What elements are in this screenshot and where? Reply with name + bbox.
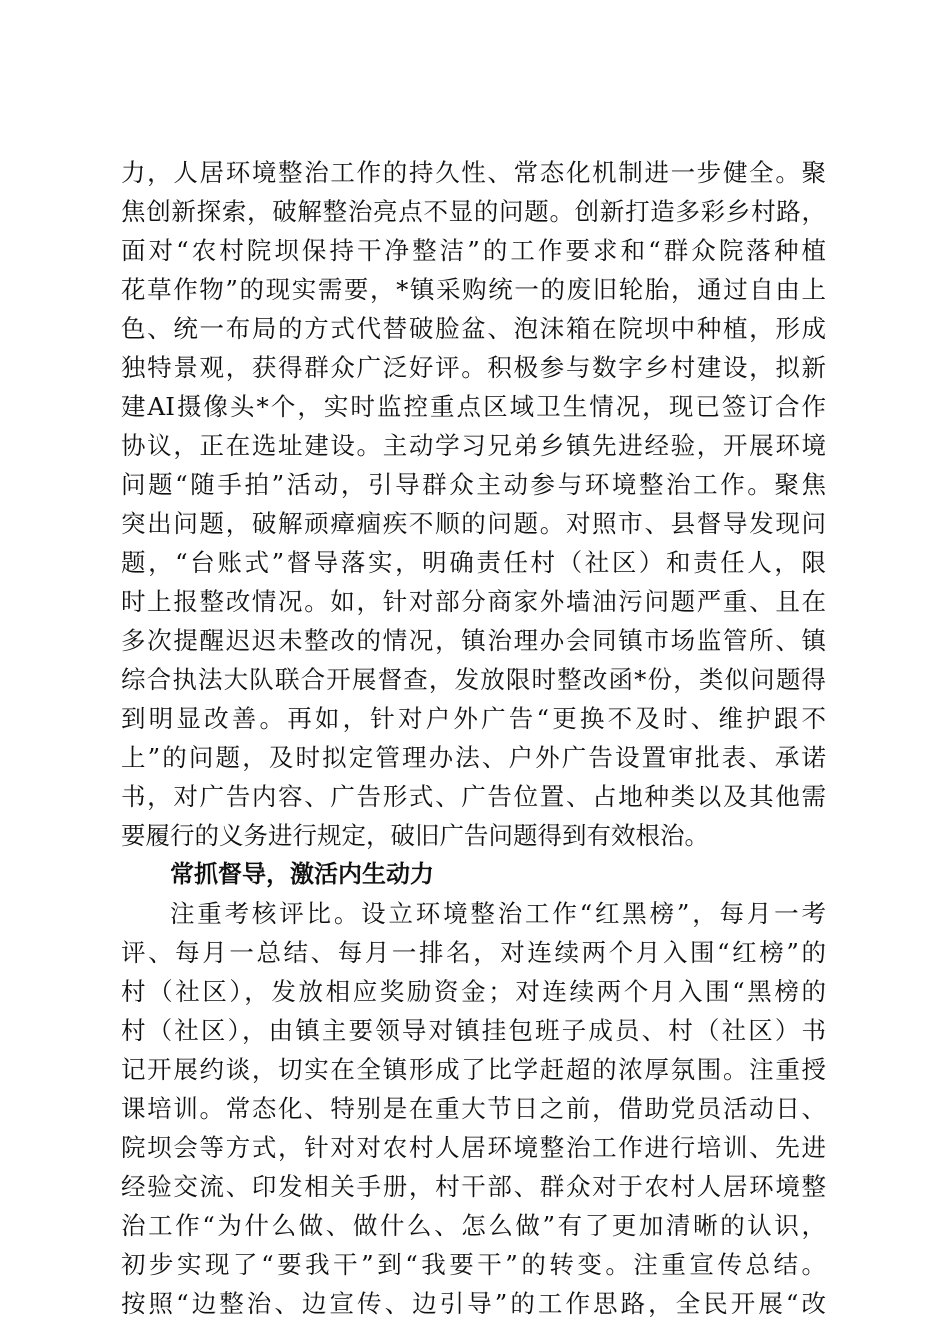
text-line: 注重考核评比。设立环境整治工作“红黑榜”，每月一考 (170, 899, 826, 928)
text-line: 时上报整改情况。如，针对部分商家外墙油污问题严重、且在 (121, 587, 826, 616)
text-line: 初步实现了“要我干”到“我要干”的转变。注重宣传总结。 (121, 1250, 826, 1279)
text-line: 院坝会等方式，针对对农村人居环境整治工作进行培训、先进 (121, 1133, 826, 1162)
text-line: 突出问题，破解顽瘴痼疾不顺的问题。对照市、县督导发现问 (121, 509, 826, 538)
text-line: 色、统一布局的方式代替破脸盆、泡沫箱在院坝中种植，形成 (121, 314, 826, 343)
text-line: 力，人居环境整治工作的持久性、常态化机制进一步健全。聚 (121, 158, 826, 187)
text-line: 要履行的义务进行规定，破旧广告问题得到有效根治。 (121, 821, 709, 850)
text-line: 课培训。常态化、特别是在重大节日之前，借助党员活动日、 (121, 1094, 826, 1123)
text-line: 建AI摄像头*个，实时监控重点区域卫生情况，现已签订合作 (121, 392, 826, 421)
text-line: 花草作物”的现实需要，*镇采购统一的废旧轮胎，通过自由上 (121, 275, 826, 304)
text-line: 评、每月一总结、每月一排名，对连续两个月入围“红榜”的 (121, 938, 826, 967)
paragraph-environment-innovation (121, 153, 826, 1323)
text-line: 焦创新探索，破解整治亮点不显的问题。创新打造多彩乡村路， (121, 197, 826, 226)
text-line: 独特景观，获得群众广泛好评。积极参与数字乡村建设，拟新 (121, 353, 826, 382)
text-line: 书，对广告内容、广告形式、广告位置、占地种类以及其他需 (121, 782, 826, 811)
text-line: 上”的问题，及时拟定管理办法、户外广告设置审批表、承诺 (121, 743, 826, 772)
section-heading: 常抓督导，激活内生动力 (170, 860, 434, 888)
text-line: 协议，正在选址建设。主动学习兄弟乡镇先进经验，开展环境 (121, 431, 826, 460)
text-line: 记开展约谈，切实在全镇形成了比学赶超的浓厚氛围。注重授 (121, 1055, 826, 1084)
text-line: 村（社区），由镇主要领导对镇挂包班子成员、村（社区）书 (121, 1016, 826, 1045)
text-line: 综合执法大队联合开展督查，发放限时整改函*份，类似问题得 (121, 665, 826, 694)
text-line: 按照“边整治、边宣传、边引导”的工作思路，全民开展“改 (121, 1289, 826, 1318)
text-line: 面对“农村院坝保持干净整洁”的工作要求和“群众院落种植 (121, 236, 826, 265)
text-line: 题，“台账式”督导落实，明确责任村（社区）和责任人，限 (121, 548, 826, 577)
text-line: 到明显改善。再如，针对户外广告“更换不及时、维护跟不 (121, 704, 826, 733)
text-line: 村（社区），发放相应奖励资金；对连续两个月入围“黑榜的 (121, 977, 826, 1006)
text-line: 问题“随手拍”活动，引导群众主动参与环境整治工作。聚焦 (121, 470, 826, 499)
text-line: 经验交流、印发相关手册，村干部、群众对于农村人居环境整 (121, 1172, 826, 1201)
text-line: 治工作“为什么做、做什么、怎么做”有了更加清晰的认识， (121, 1211, 826, 1240)
text-line: 多次提醒迟迟未整改的情况，镇治理办会同镇市场监管所、镇 (121, 626, 826, 655)
